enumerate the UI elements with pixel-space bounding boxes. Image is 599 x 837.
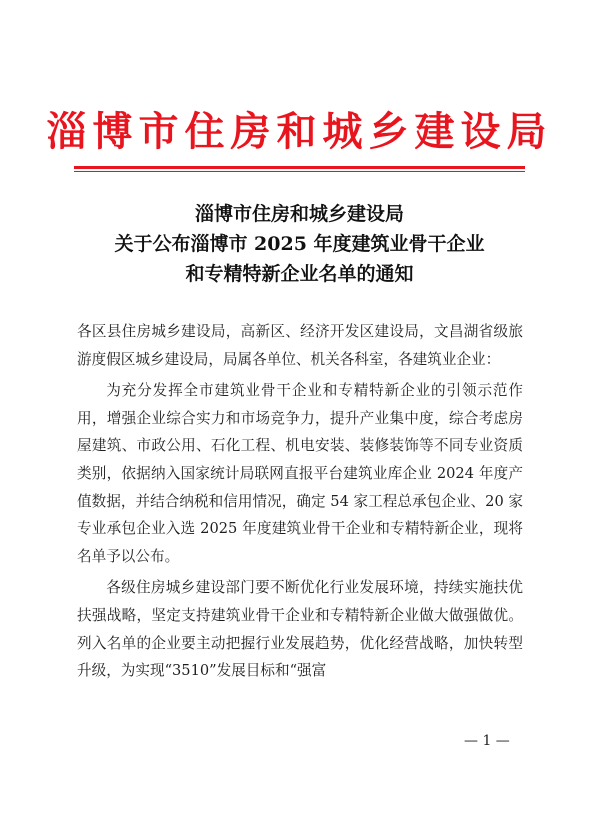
title-line-3: 和专精特新企业名单的通知 [185,263,414,285]
document-title [0,199,599,289]
addressee-paragraph: 各区县住房城乡建设局，高新区、经济开发区建设局，文昌湖省级旅游度假区城乡建设局，局属各单位、机关各科室，各建筑业企业： [77,323,523,368]
title-line-1: 淄博市住房和城乡建设局 [194,203,404,225]
body-paragraph-1: 为充分发挥全市建筑业骨干企业和专精特新企业的引领示范作用，增强企业综合实力和市场竞争力，提升产业集中度，综合考虑房屋建筑、市政公用、石化工程、机电安装、装修装饰等不同专业资质类别，依据纳入国家统计局联网直报平台建筑业库企业 2024 年度产值数据，并结合纳税和信用情况，确定 54 家工程总承包企业、20 家专业承包企业入选 2025 年度建筑业骨干企业和专精特新企业，现将名单予以公布。 [77,382,523,565]
masthead-rule-thin [74,171,525,172]
document-body [77,318,523,689]
masthead-title: 淄博市住房和城乡建设局 [46,108,553,155]
title-line-2: 关于公布淄博市 2025 年度建筑业骨干企业 [114,233,485,255]
masthead-rule-thick [74,166,525,169]
body-paragraph-2: 各级住房城乡建设部门要不断优化行业发展环境，持续实施扶优扶强战略，坚定支持建筑业骨干企业和专精特新企业做大做强做优。列入名单的企业要主动把握行业发展趋势，优化经营战略，加快转型升级，为实现“3510”发展目标和“强富 [77,579,523,680]
page-number: — 1 — [464,733,510,749]
